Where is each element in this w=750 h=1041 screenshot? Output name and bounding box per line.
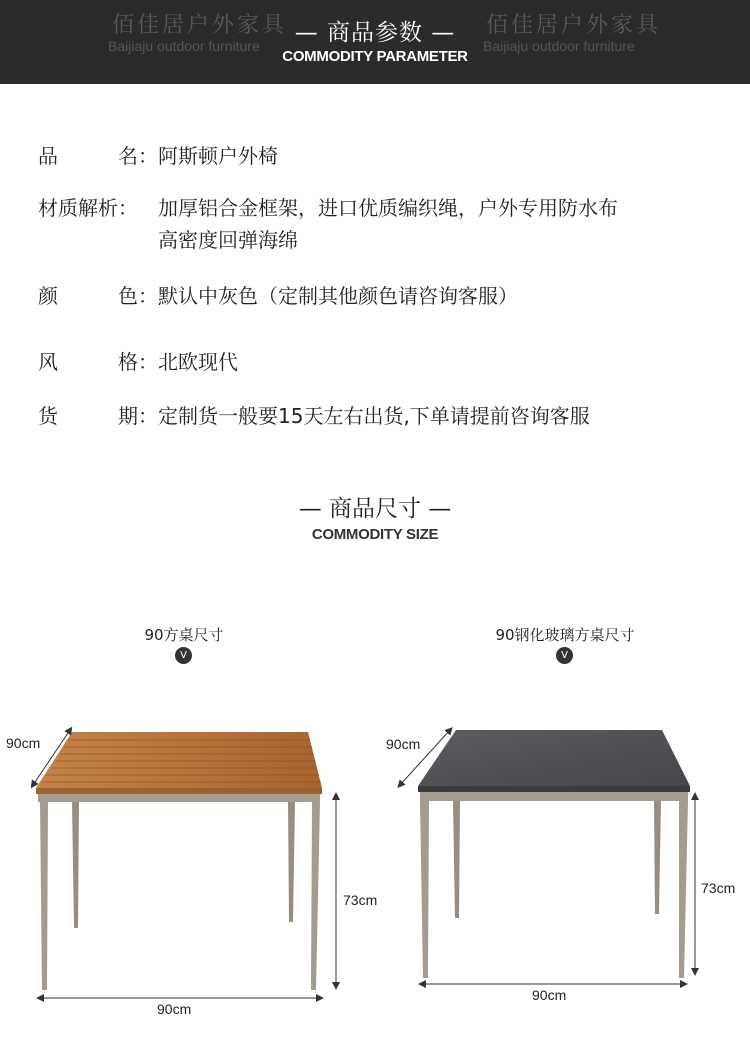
param-label: 品 名： (38, 140, 158, 172)
param-value-line2: 高密度回弹海绵 (158, 228, 298, 252)
wood-apron (38, 794, 320, 802)
watermark-right-en: Baijiaju outdoor furniture (483, 38, 635, 54)
param-label: 风 格： (38, 346, 158, 378)
product-label-wood: 90方桌尺寸 (144, 626, 224, 644)
param-value: 阿斯顿户外椅 (158, 144, 278, 168)
param-value: 默认中灰色（定制其他颜色请咨询客服） (158, 284, 518, 308)
glass-apron (420, 792, 688, 801)
watermark-left: 佰佳居户外家具 (112, 13, 288, 38)
leg-back-right (288, 802, 295, 922)
leg-front-right (311, 802, 320, 990)
param-label-b: 格 (118, 350, 138, 374)
leg-front-left (40, 802, 48, 990)
size-section-title: — 商品尺寸 — (298, 496, 452, 522)
param-label: 货 期： (38, 400, 158, 432)
depth-label-wood: 90cm (6, 735, 41, 751)
chevron-down-icon: V (556, 647, 573, 664)
leg-back-left (453, 801, 460, 918)
param-value: 定制货一般要15天左右出货,下单请提前咨询客服 (158, 404, 590, 428)
param-label: 颜 色： (38, 280, 158, 312)
size-section-subtitle: COMMODITY SIZE (311, 526, 439, 543)
banner-title: — 商品参数 — (294, 20, 456, 46)
param-label-a: 颜 (38, 284, 58, 308)
leg-front-right (679, 801, 688, 978)
param-label-b: 色 (118, 284, 138, 308)
param-label-b: 名 (118, 144, 138, 168)
param-value: 北欧现代 (158, 350, 238, 374)
glass-table (400, 730, 695, 984)
glass-top-edge (418, 786, 690, 792)
leg-back-right (654, 801, 661, 914)
watermark-right: 佰佳居户外家具 (486, 13, 662, 38)
wood-table (33, 730, 336, 998)
chevron-down-icon: V (175, 647, 192, 664)
param-value: 加厚铝合金框架，进口优质编织绳，户外专用防水布 (158, 196, 618, 220)
param-label-a: 风 (38, 350, 58, 374)
param-label-a: 材质解析 (38, 196, 118, 220)
param-label-a: 品 (38, 144, 58, 168)
height-label-wood: 73cm (343, 892, 378, 908)
product-label-glass: 90钢化玻璃方桌尺寸 (495, 626, 635, 644)
banner-subtitle: COMMODITY PARAMETER (282, 48, 468, 65)
depth-label-glass: 90cm (386, 736, 421, 752)
leg-front-left (420, 801, 429, 978)
width-label-glass: 90cm (532, 987, 567, 1003)
param-label-a: 货 (38, 404, 58, 428)
glass-tabletop (418, 730, 690, 786)
height-label-glass: 73cm (701, 880, 736, 896)
watermark-left-en: Baijiaju outdoor furniture (108, 38, 260, 54)
width-label-wood: 90cm (157, 1001, 192, 1017)
wood-top-edge (36, 788, 322, 794)
param-label: 材质解析： (38, 196, 138, 220)
param-label-b: 期 (118, 404, 138, 428)
leg-back-left (72, 802, 79, 928)
